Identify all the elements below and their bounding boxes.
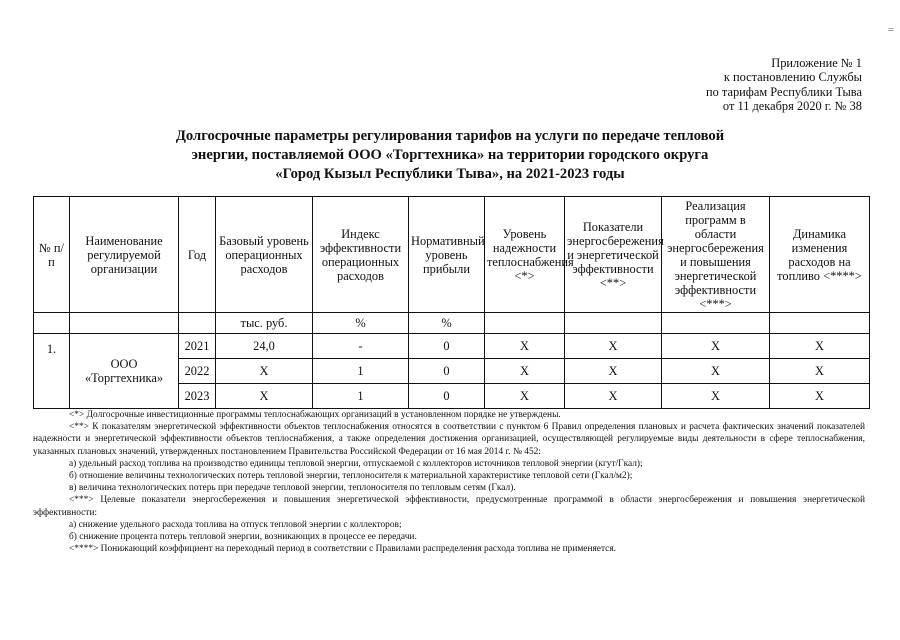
- footnote-4: <****> Понижающий коэффициент на переходный период в соответствии с Правилами распределения расхода топлива не применяется.: [69, 544, 616, 555]
- units-empty: [70, 313, 179, 334]
- units-empty: [34, 313, 70, 334]
- header-org: Наименование регулируемой организации: [70, 197, 179, 313]
- cell-base: Х: [216, 384, 313, 409]
- header-fuel-dynamics: Динамика изменения расходов на топливо <****>: [770, 197, 870, 313]
- header-reliability: Уровень надежности теплоснабжения <*>: [485, 197, 565, 313]
- header-programs: Реализация программ в области энергосбережения и повышения энергетической эффективности <***>: [662, 197, 770, 313]
- cell-programs: Х: [662, 384, 770, 409]
- units-empty: [770, 313, 870, 334]
- appendix-line: от 11 декабря 2020 г. № 38: [722, 99, 862, 114]
- footnote-2a: а) удельный расход топлива на производство единицы тепловой энергии, отпускаемой с коллекторов источников тепловой энергии (кгут/Гкал);: [69, 458, 643, 469]
- appendix-line: Приложение № 1: [771, 56, 862, 70]
- header-num: № п/п: [34, 197, 70, 313]
- cell-fuel: Х: [770, 359, 870, 384]
- footnotes: [33, 409, 865, 555]
- units-empty: [179, 313, 216, 334]
- units-base: тыс. руб.: [216, 313, 313, 334]
- cell-fuel: Х: [770, 384, 870, 409]
- appendix-line: к постановлению Службы: [723, 70, 862, 85]
- cell-base: Х: [216, 359, 313, 384]
- org-name: ООО «Торгтехника»: [70, 334, 179, 409]
- units-index: %: [313, 313, 409, 334]
- title-line: Долгосрочные параметры регулирования тарифов на услуги по передаче тепловой: [175, 128, 725, 144]
- cell-energy: Х: [565, 359, 662, 384]
- cell-reliability: Х: [485, 384, 565, 409]
- footnote-2b: б) отношение величины технологических потерь тепловой энергии, теплоносителя к материальной характеристике тепловой сети (Гкал/м2);: [69, 471, 633, 482]
- footnote-3b: б) снижение процента потерь тепловой энергии, возникающих в процессе ее передачи.: [69, 532, 417, 543]
- header-energy-indicators: Показатели энергосбережения и энергетической эффективности <**>: [565, 197, 662, 313]
- cell-year: 2023: [179, 384, 216, 409]
- header-profit: Нормативный уровень прибыли: [409, 197, 485, 313]
- corner-mark: =: [887, 24, 894, 36]
- cell-index: 1: [313, 384, 409, 409]
- header-year: Год: [179, 197, 216, 313]
- cell-index: 1: [313, 359, 409, 384]
- cell-programs: Х: [662, 334, 770, 359]
- cell-fuel: Х: [770, 334, 870, 359]
- header-efficiency-index: Индекс эффективности операционных расходов: [313, 197, 409, 313]
- units-empty: [662, 313, 770, 334]
- appendix-line: по тарифам Республики Тыва: [705, 84, 862, 99]
- cell-reliability: Х: [485, 359, 565, 384]
- cell-index: -: [313, 334, 409, 359]
- table-row: [34, 334, 870, 359]
- cell-profit: 0: [409, 384, 485, 409]
- units-profit: %: [409, 313, 485, 334]
- cell-year: 2022: [179, 359, 216, 384]
- org-number: 1.: [34, 334, 70, 409]
- appendix-block: [706, 56, 862, 114]
- cell-energy: Х: [565, 334, 662, 359]
- cell-profit: 0: [409, 359, 485, 384]
- header-base-opex: Базовый уровень операционных расходов: [216, 197, 313, 313]
- parameters-table: [33, 196, 870, 409]
- cell-year: 2021: [179, 334, 216, 359]
- cell-reliability: Х: [485, 334, 565, 359]
- cell-programs: Х: [662, 359, 770, 384]
- footnote-2c: в) величина технологических потерь при передаче тепловой энергии, теплоносителя по тепловым сетям (Гкал).: [69, 483, 516, 494]
- title-line: «Город Кызыл Республики Тыва», на 2021-2023 годы: [275, 166, 625, 182]
- footnote-2: <**> К показателям энергетической эффективности объектов теплоснабжения относятся в соответствии с пунктом 6 Правил определения плановых и расчета фактических значений показателей надежности и энергетической эффективности объектов теплоснабжения, а также определения достижения организацией, осуществляющей регулируемые виды деятельности в сфере теплоснабжения, указанных плановых значений, утвержденных постановлением Правительства Российской Федерации от 16 мая 2014 г. № 452:: [33, 422, 865, 457]
- units-empty: [485, 313, 565, 334]
- cell-base: 24,0: [216, 334, 313, 359]
- cell-profit: 0: [409, 334, 485, 359]
- title-line: энергии, поставляемой ООО «Торгтехника» на территории городского округа: [191, 147, 709, 163]
- document-title: [100, 127, 800, 184]
- units-empty: [565, 313, 662, 334]
- footnote-3a: а) снижение удельного расхода топлива на отпуск тепловой энергии с коллекторов;: [69, 519, 402, 530]
- cell-energy: Х: [565, 384, 662, 409]
- footnote-3: <***> Целевые показатели энергосбережения и повышения энергетической эффективности, предусмотренные программой в области энергосбережения и повышения энергетической эффективности:: [33, 495, 865, 518]
- footnote-1: <*> Долгосрочные инвестиционные программы теплоснабжающих организаций в установленном порядке не утверждены.: [69, 410, 561, 420]
